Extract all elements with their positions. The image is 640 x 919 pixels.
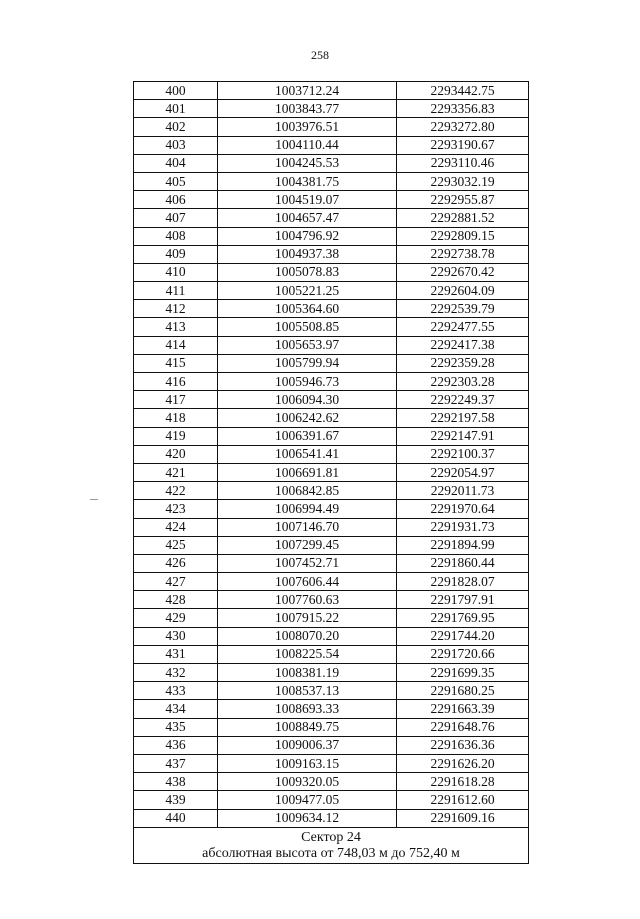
x-coordinate-cell: 1005364.60	[218, 300, 397, 318]
x-coordinate-cell: 1007760.63	[218, 591, 397, 609]
table-row	[134, 263, 529, 281]
table-row	[134, 336, 529, 354]
x-coordinate-cell: 1009634.12	[218, 809, 397, 827]
x-coordinate-cell: 1008225.54	[218, 645, 397, 663]
y-coordinate-cell: 2293272.80	[397, 118, 529, 136]
table-row	[134, 718, 529, 736]
x-coordinate-cell: 1008693.33	[218, 700, 397, 718]
point-number-cell: 403	[134, 136, 218, 154]
x-coordinate-cell: 1008537.13	[218, 682, 397, 700]
point-number-cell: 417	[134, 391, 218, 409]
x-coordinate-cell: 1005221.25	[218, 282, 397, 300]
y-coordinate-cell: 2291769.95	[397, 609, 529, 627]
x-coordinate-cell: 1005946.73	[218, 373, 397, 391]
y-coordinate-cell: 2291618.28	[397, 773, 529, 791]
y-coordinate-cell: 2291744.20	[397, 627, 529, 645]
table-row	[134, 754, 529, 772]
point-number-cell: 415	[134, 354, 218, 372]
table-row	[134, 627, 529, 645]
table-row	[134, 736, 529, 754]
point-number-cell: 431	[134, 645, 218, 663]
y-coordinate-cell: 2293442.75	[397, 82, 529, 100]
altitude-range: абсолютная высота от 748,03 м до 752,40 м	[202, 845, 460, 861]
point-number-cell: 428	[134, 591, 218, 609]
point-number-cell: 413	[134, 318, 218, 336]
x-coordinate-cell: 1008849.75	[218, 718, 397, 736]
point-number-cell: 439	[134, 791, 218, 809]
table-row	[134, 591, 529, 609]
point-number-cell: 404	[134, 154, 218, 172]
table-row	[134, 773, 529, 791]
point-number-cell: 434	[134, 700, 218, 718]
table-row	[134, 172, 529, 190]
table-row	[134, 245, 529, 263]
y-coordinate-cell: 2292359.28	[397, 354, 529, 372]
table-row	[134, 664, 529, 682]
table-row	[134, 136, 529, 154]
point-number-cell: 426	[134, 554, 218, 572]
x-coordinate-cell: 1007146.70	[218, 518, 397, 536]
point-number-cell: 423	[134, 500, 218, 518]
table-row	[134, 682, 529, 700]
y-coordinate-cell: 2292738.78	[397, 245, 529, 263]
x-coordinate-cell: 1003712.24	[218, 82, 397, 100]
page-number: 258	[311, 48, 329, 62]
point-number-cell: 418	[134, 409, 218, 427]
y-coordinate-cell: 2291699.35	[397, 664, 529, 682]
y-coordinate-cell: 2291931.73	[397, 518, 529, 536]
y-coordinate-cell: 2291797.91	[397, 591, 529, 609]
point-number-cell: 429	[134, 609, 218, 627]
y-coordinate-cell: 2291828.07	[397, 573, 529, 591]
y-coordinate-cell: 2291612.60	[397, 791, 529, 809]
y-coordinate-cell: 2291626.20	[397, 754, 529, 772]
x-coordinate-cell: 1003843.77	[218, 100, 397, 118]
table-row	[134, 809, 529, 827]
table-row	[134, 791, 529, 809]
sector-title: Сектор 24	[301, 829, 361, 845]
point-number-cell: 425	[134, 536, 218, 554]
sector-caption-row	[134, 827, 529, 863]
x-coordinate-cell: 1004381.75	[218, 172, 397, 190]
table-row	[134, 409, 529, 427]
table-row	[134, 554, 529, 572]
point-number-cell: 438	[134, 773, 218, 791]
point-number-cell: 422	[134, 482, 218, 500]
x-coordinate-cell: 1003976.51	[218, 118, 397, 136]
x-coordinate-cell: 1006094.30	[218, 391, 397, 409]
y-coordinate-cell: 2291860.44	[397, 554, 529, 572]
y-coordinate-cell: 2292100.37	[397, 445, 529, 463]
y-coordinate-cell: 2292881.52	[397, 209, 529, 227]
point-number-cell: 419	[134, 427, 218, 445]
y-coordinate-cell: 2293110.46	[397, 154, 529, 172]
coordinates-table	[133, 81, 529, 864]
point-number-cell: 411	[134, 282, 218, 300]
point-number-cell: 407	[134, 209, 218, 227]
x-coordinate-cell: 1004519.07	[218, 191, 397, 209]
table-row	[134, 445, 529, 463]
point-number-cell: 402	[134, 118, 218, 136]
table-row	[134, 700, 529, 718]
table-row	[134, 536, 529, 554]
y-coordinate-cell: 2293356.83	[397, 100, 529, 118]
table-row	[134, 318, 529, 336]
y-coordinate-cell: 2292249.37	[397, 391, 529, 409]
point-number-cell: 400	[134, 82, 218, 100]
x-coordinate-cell: 1007299.45	[218, 536, 397, 554]
x-coordinate-cell: 1004657.47	[218, 209, 397, 227]
y-coordinate-cell: 2291894.99	[397, 536, 529, 554]
x-coordinate-cell: 1009320.05	[218, 773, 397, 791]
x-coordinate-cell: 1006994.49	[218, 500, 397, 518]
table-row	[134, 100, 529, 118]
y-coordinate-cell: 2291636.36	[397, 736, 529, 754]
point-number-cell: 410	[134, 263, 218, 281]
y-coordinate-cell: 2292417.38	[397, 336, 529, 354]
x-coordinate-cell: 1006391.67	[218, 427, 397, 445]
point-number-cell: 416	[134, 373, 218, 391]
point-number-cell: 420	[134, 445, 218, 463]
point-number-cell: 412	[134, 300, 218, 318]
y-coordinate-cell: 2292011.73	[397, 482, 529, 500]
x-coordinate-cell: 1006242.62	[218, 409, 397, 427]
x-coordinate-cell: 1006691.81	[218, 463, 397, 481]
x-coordinate-cell: 1005653.97	[218, 336, 397, 354]
x-coordinate-cell: 1004110.44	[218, 136, 397, 154]
y-coordinate-cell: 2291648.76	[397, 718, 529, 736]
y-coordinate-cell: 2292197.58	[397, 409, 529, 427]
x-coordinate-cell: 1008070.20	[218, 627, 397, 645]
point-number-cell: 401	[134, 100, 218, 118]
y-coordinate-cell: 2292809.15	[397, 227, 529, 245]
x-coordinate-cell: 1007452.71	[218, 554, 397, 572]
x-coordinate-cell: 1006541.41	[218, 445, 397, 463]
table-row	[134, 282, 529, 300]
point-number-cell: 408	[134, 227, 218, 245]
x-coordinate-cell: 1009477.05	[218, 791, 397, 809]
table-row	[134, 82, 529, 100]
y-coordinate-cell: 2292147.91	[397, 427, 529, 445]
point-number-cell: 430	[134, 627, 218, 645]
y-coordinate-cell: 2292604.09	[397, 282, 529, 300]
table-row	[134, 573, 529, 591]
table-row	[134, 354, 529, 372]
point-number-cell: 414	[134, 336, 218, 354]
point-number-cell: 427	[134, 573, 218, 591]
point-number-cell: 432	[134, 664, 218, 682]
y-coordinate-cell: 2292054.97	[397, 463, 529, 481]
table-row	[134, 391, 529, 409]
point-number-cell: 440	[134, 809, 218, 827]
y-coordinate-cell: 2293032.19	[397, 172, 529, 190]
y-coordinate-cell: 2292539.79	[397, 300, 529, 318]
x-coordinate-cell: 1005799.94	[218, 354, 397, 372]
point-number-cell: 436	[134, 736, 218, 754]
y-coordinate-cell: 2291680.25	[397, 682, 529, 700]
table-row	[134, 500, 529, 518]
x-coordinate-cell: 1004937.38	[218, 245, 397, 263]
point-number-cell: 406	[134, 191, 218, 209]
sector-caption-cell	[134, 827, 529, 863]
y-coordinate-cell: 2291970.64	[397, 500, 529, 518]
x-coordinate-cell: 1007606.44	[218, 573, 397, 591]
y-coordinate-cell: 2292955.87	[397, 191, 529, 209]
table-row	[134, 482, 529, 500]
x-coordinate-cell: 1005078.83	[218, 263, 397, 281]
table-row	[134, 609, 529, 627]
y-coordinate-cell: 2291720.66	[397, 645, 529, 663]
point-number-cell: 433	[134, 682, 218, 700]
table-row	[134, 118, 529, 136]
x-coordinate-cell: 1009006.37	[218, 736, 397, 754]
table-row	[134, 300, 529, 318]
y-coordinate-cell: 2292477.55	[397, 318, 529, 336]
x-coordinate-cell: 1004796.92	[218, 227, 397, 245]
table-row	[134, 209, 529, 227]
table-row	[134, 427, 529, 445]
x-coordinate-cell: 1005508.85	[218, 318, 397, 336]
margin-mark	[90, 499, 98, 500]
x-coordinate-cell: 1007915.22	[218, 609, 397, 627]
table-row	[134, 518, 529, 536]
table-row	[134, 645, 529, 663]
table-row	[134, 373, 529, 391]
table-row	[134, 191, 529, 209]
y-coordinate-cell: 2292303.28	[397, 373, 529, 391]
x-coordinate-cell: 1009163.15	[218, 754, 397, 772]
x-coordinate-cell: 1006842.85	[218, 482, 397, 500]
point-number-cell: 405	[134, 172, 218, 190]
y-coordinate-cell: 2292670.42	[397, 263, 529, 281]
coordinates-table-body	[134, 82, 529, 828]
x-coordinate-cell: 1008381.19	[218, 664, 397, 682]
x-coordinate-cell: 1004245.53	[218, 154, 397, 172]
y-coordinate-cell: 2291609.16	[397, 809, 529, 827]
point-number-cell: 421	[134, 463, 218, 481]
point-number-cell: 424	[134, 518, 218, 536]
point-number-cell: 409	[134, 245, 218, 263]
table-row	[134, 227, 529, 245]
y-coordinate-cell: 2293190.67	[397, 136, 529, 154]
point-number-cell: 437	[134, 754, 218, 772]
table-row	[134, 463, 529, 481]
point-number-cell: 435	[134, 718, 218, 736]
table-row	[134, 154, 529, 172]
y-coordinate-cell: 2291663.39	[397, 700, 529, 718]
